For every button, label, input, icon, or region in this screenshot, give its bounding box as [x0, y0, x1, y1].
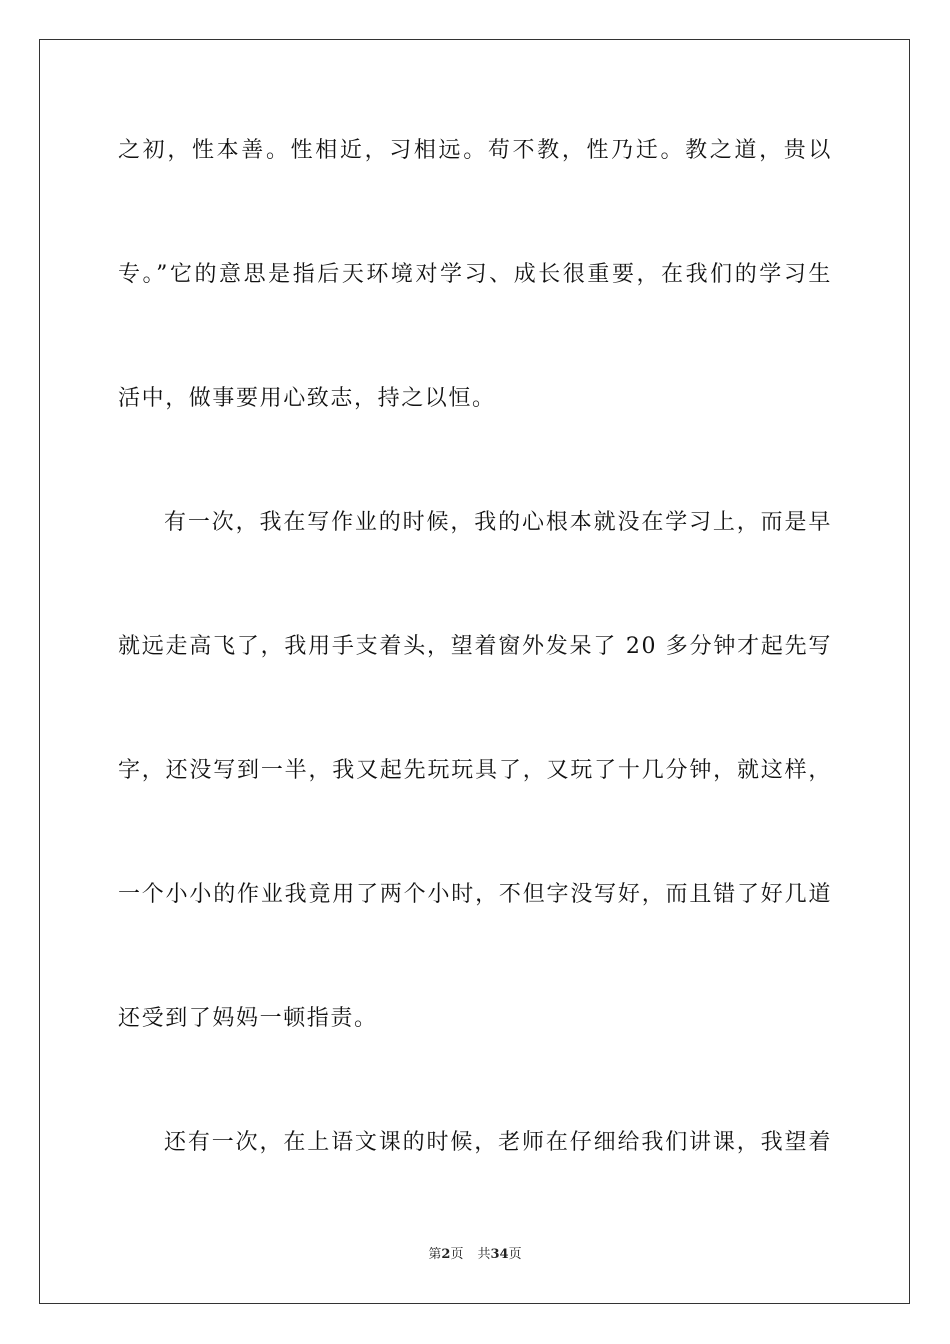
text-line: 活中，做事要用心致志，持之以恒。: [118, 386, 496, 411]
text-line: 还有一次，在上语文课的时候，老师在仔细给我们讲课，我望着: [164, 1130, 832, 1155]
page-border: [39, 39, 910, 1304]
page-footer: [0, 1246, 950, 1264]
text-line: 一个小小的作业我竟用了两个小时，不但字没写好，而且错了好几道: [118, 882, 832, 907]
total-pages: 34: [490, 1247, 509, 1262]
text-line: 字，还没写到一半，我又起先玩玩具了，又玩了十几分钟，就这样，: [118, 758, 832, 783]
text-line: 专。”它的意思是指后天环境对学习、成长很重要，在我们的学习生: [118, 262, 832, 287]
page-number-suffix: 页: [450, 1247, 464, 1262]
total-pages-suffix: 页: [508, 1247, 522, 1262]
text-line: 有一次，我在写作业的时候，我的心根本就没在学习上，而是早: [164, 510, 832, 535]
page-number: 2: [441, 1247, 451, 1262]
text-line: 之初，性本善。性相近，习相远。苟不教，性乃迁。教之道，贵以: [118, 138, 832, 163]
text-line: 还受到了妈妈一顿指责。: [118, 1006, 378, 1031]
text-line: 就远走高飞了，我用手支着头，望着窗外发呆了 20 多分钟才起先写: [118, 634, 832, 659]
total-pages-prefix: 共: [477, 1247, 491, 1262]
page-number-prefix: 第: [428, 1247, 442, 1262]
